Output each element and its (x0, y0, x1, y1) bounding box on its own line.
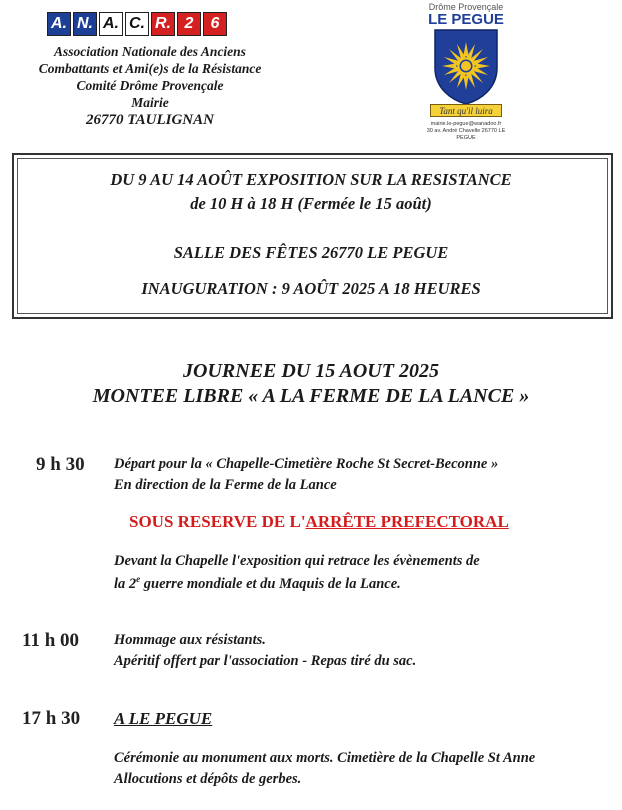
logo-letter-a2: A. (99, 12, 123, 36)
expo-line-2 (114, 574, 401, 593)
exhibition-hours: de 10 H à 18 H (Fermée le 15 août) (190, 194, 432, 213)
association-line-5: 26770 TAULIGNAN (86, 112, 214, 128)
tribute-line: Hommage aux résistants. (114, 632, 266, 648)
time-11h00: 11 h 00 (22, 630, 80, 651)
exhibition-dates: DU 9 AU 14 AOÛT EXPOSITION SUR LA RESISTANCE (110, 170, 512, 189)
town-motto: Tant qu'il luira (430, 104, 502, 117)
aperitif-line: Apéritif offert par l'association - Repas tiré du sac. (114, 653, 417, 669)
logo-digit-2: 2 (177, 12, 201, 36)
association-line-3: Comité Drôme Provençale (76, 78, 224, 93)
direction-line: En direction de la Ferme de la Lance (114, 477, 337, 493)
ceremony-line: Cérémonie au monument aux morts. Cimetière de la Chapelle St Anne (114, 750, 536, 766)
time-17h30: 17 h 30 (22, 708, 81, 729)
expo-superscript: e (136, 574, 141, 584)
logo-digit-6: 6 (203, 12, 227, 36)
town-region: Drôme Provençale (428, 2, 504, 12)
expo-line-2-end: guerre mondiale et du Maquis de la Lance. (140, 575, 401, 592)
logo-letter-n: N. (73, 12, 97, 36)
expo-line-1: Devant la Chapelle l'exposition qui retrace les évènements de (114, 553, 480, 569)
logo-letter-c: C. (125, 12, 149, 36)
prefectoral-reserve (129, 512, 509, 532)
journee-title: JOURNEE DU 15 AOUT 2025 (183, 360, 439, 382)
exhibition-venue: SALLE DES FÊTES 26770 LE PEGUE (173, 243, 449, 262)
reserve-text: SOUS RESERVE DE L' (129, 512, 306, 531)
anacr-logo (47, 12, 229, 38)
town-crest-icon (433, 28, 499, 106)
reserve-arrete: ARRÊTE PREFECTORAL (305, 512, 509, 531)
association-line-2: Combattants et Ami(e)s de la Résistance (38, 61, 262, 76)
time-9h30: 9 h 30 (36, 454, 85, 475)
association-line-4: Mairie (131, 95, 169, 110)
town-address: 30 av. André Chavelle 26770 LE PEGUE (426, 128, 506, 141)
expo-line-2-start: la 2 (114, 575, 137, 592)
association-line-1: Association Nationale des Anciens (54, 44, 246, 59)
ceremony-place: A LE PEGUE (114, 709, 213, 728)
logo-letter-r: R. (151, 12, 175, 36)
town-name: LE PEGUE (428, 11, 504, 28)
logo-letter-a: A. (47, 12, 71, 36)
allocutions-line: Allocutions et dépôts de gerbes. (114, 771, 302, 787)
exhibition-inauguration: INAUGURATION : 9 AOÛT 2025 A 18 HEURES (141, 279, 481, 298)
journee-subtitle: MONTEE LIBRE « A LA FERME DE LA LANCE » (92, 385, 530, 407)
town-email: mairie.le-pegue@wanadoo.fr (430, 121, 502, 127)
departure-line: Départ pour la « Chapelle-Cimetière Roche St Secret-Beconne » (114, 456, 499, 472)
